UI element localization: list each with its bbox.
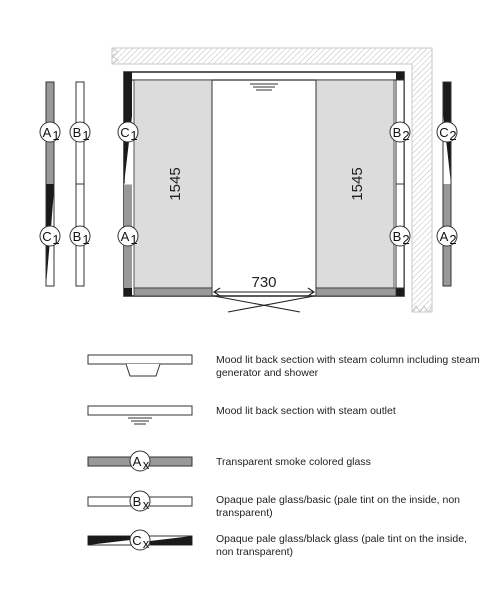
far-right-panel: [443, 82, 451, 286]
svg-text:x: x: [142, 536, 150, 551]
svg-text:2: 2: [449, 128, 457, 143]
svg-text:x: x: [142, 457, 150, 472]
svg-text:B: B: [72, 229, 82, 244]
svg-text:C: C: [42, 229, 52, 244]
left-height-label: 1545: [167, 167, 184, 201]
door-width-label: 730: [251, 274, 277, 291]
marker-b-left-bottom: [70, 226, 90, 247]
door-dimension: [214, 288, 314, 312]
svg-text:A: A: [120, 229, 130, 244]
svg-text:2: 2: [402, 232, 410, 247]
marker-wall-left-bottom: [118, 226, 138, 247]
svg-text:x: x: [142, 497, 150, 512]
svg-text:C: C: [120, 125, 130, 140]
svg-text:2: 2: [449, 232, 457, 247]
far-left-panel: [46, 82, 54, 286]
svg-text:B: B: [392, 229, 402, 244]
svg-text:B: B: [132, 494, 142, 509]
legend-symbol-steam-column: [88, 355, 192, 376]
legend-text-pale-glass: Opaque pale glass/basic (pale tint on the inside, non transparent): [216, 494, 460, 519]
svg-text:1: 1: [52, 232, 60, 247]
svg-text:2: 2: [402, 128, 410, 143]
legend-symbol-smoke-glass: [88, 451, 192, 472]
legend-symbol-pale-glass: [88, 491, 192, 512]
b-left-panel: [76, 82, 84, 286]
legend-text-steam-column: Mood lit back section with steam column including steam generator and shower: [216, 354, 480, 379]
svg-text:C: C: [439, 125, 449, 140]
svg-text:1: 1: [130, 232, 138, 247]
legend-text-smoke-glass: Transparent smoke colored glass: [216, 456, 371, 468]
marker-wall-right-bottom: [390, 226, 410, 247]
legend-text-steam-outlet: Mood lit back section with steam outlet: [216, 405, 396, 417]
svg-text:A: A: [439, 229, 449, 244]
svg-text:1: 1: [82, 232, 90, 247]
svg-text:1: 1: [130, 128, 138, 143]
marker-far-right-top: [437, 122, 457, 143]
legend-text-pale-black-glass: Opaque pale glass/black glass (pale tint on the inside, non transparent): [216, 533, 467, 558]
svg-text:1: 1: [82, 128, 90, 143]
marker-wall-right-top: [390, 122, 410, 143]
marker-wall-left-top: [118, 122, 138, 143]
svg-text:A: A: [132, 454, 142, 469]
right-height-label: 1545: [349, 167, 366, 201]
svg-text:C: C: [132, 533, 142, 548]
marker-b-left-top: [70, 122, 90, 143]
steam-outlet-icon: [250, 84, 278, 90]
svg-text:B: B: [72, 125, 82, 140]
legend-symbol-pale-black-glass: [88, 530, 192, 551]
marker-far-left-bottom: [40, 226, 60, 247]
svg-text:1: 1: [52, 128, 60, 143]
legend-symbol-steam-outlet: [88, 406, 192, 424]
marker-far-left-top: [40, 122, 60, 143]
marker-far-right-bottom: [437, 226, 457, 247]
svg-text:A: A: [42, 125, 52, 140]
svg-text:B: B: [392, 125, 402, 140]
